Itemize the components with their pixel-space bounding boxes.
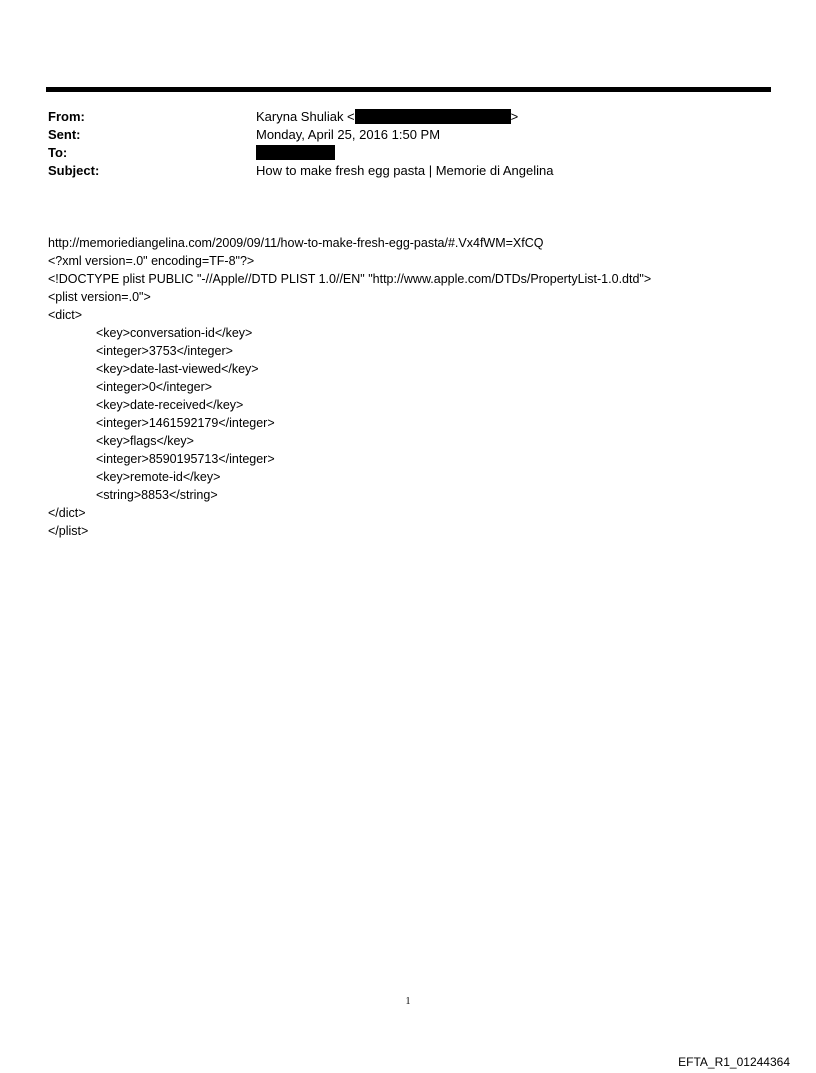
from-value	[256, 108, 518, 126]
subject-label: Subject:	[48, 163, 100, 178]
email-body	[48, 234, 768, 540]
body-line: <plist version=.0">	[48, 290, 151, 304]
subject-row	[48, 162, 748, 180]
sent-row	[48, 126, 748, 144]
body-line: <integer>3753</integer>	[96, 344, 233, 358]
body-line: <integer>8590195713</integer>	[96, 452, 275, 466]
body-line: <?xml version=.0" encoding=TF-8"?>	[48, 254, 255, 268]
from-label: From:	[48, 109, 85, 124]
redaction-box	[256, 145, 335, 160]
body-line: <integer>0</integer>	[96, 380, 213, 394]
body-line: <!DOCTYPE plist PUBLIC "-//Apple//DTD PLIST 1.0//EN" "http://www.apple.com/DTDs/PropertyList-1.0.dtd">	[48, 272, 652, 286]
body-line: <string>8853</string>	[96, 488, 218, 502]
to-label: To:	[48, 145, 68, 160]
to-value	[256, 144, 335, 162]
body-line: <key>date-received</key>	[96, 398, 244, 412]
body-line: <key>flags</key>	[96, 434, 194, 448]
sent-label: Sent:	[48, 127, 81, 142]
to-row	[48, 144, 748, 162]
body-link: http://memoriediangelina.com/2009/09/11/how-to-make-fresh-egg-pasta/#.Vx4fWM=XfCQ	[48, 236, 544, 250]
header-rule	[46, 87, 771, 92]
body-line: <key>conversation-id</key>	[96, 326, 253, 340]
from-row	[48, 108, 748, 126]
body-line: <dict>	[48, 308, 83, 322]
body-line: <key>date-last-viewed</key>	[96, 362, 259, 376]
document-id: EFTA_R1_01244364	[678, 1055, 790, 1069]
email-header	[48, 108, 748, 180]
body-line: </plist>	[48, 524, 89, 538]
sent-value: Monday, April 25, 2016 1:50 PM	[256, 127, 441, 142]
redaction-box	[355, 109, 511, 124]
body-line: <integer>1461592179</integer>	[96, 416, 275, 430]
from-name: Karyna Shuliak <	[256, 109, 355, 124]
subject-value: How to make fresh egg pasta | Memorie di Angelina	[256, 163, 554, 178]
from-close: >	[510, 109, 519, 124]
body-line: <key>remote-id</key>	[96, 470, 221, 484]
body-line: </dict>	[48, 506, 86, 520]
page-number: 1	[405, 996, 411, 1007]
